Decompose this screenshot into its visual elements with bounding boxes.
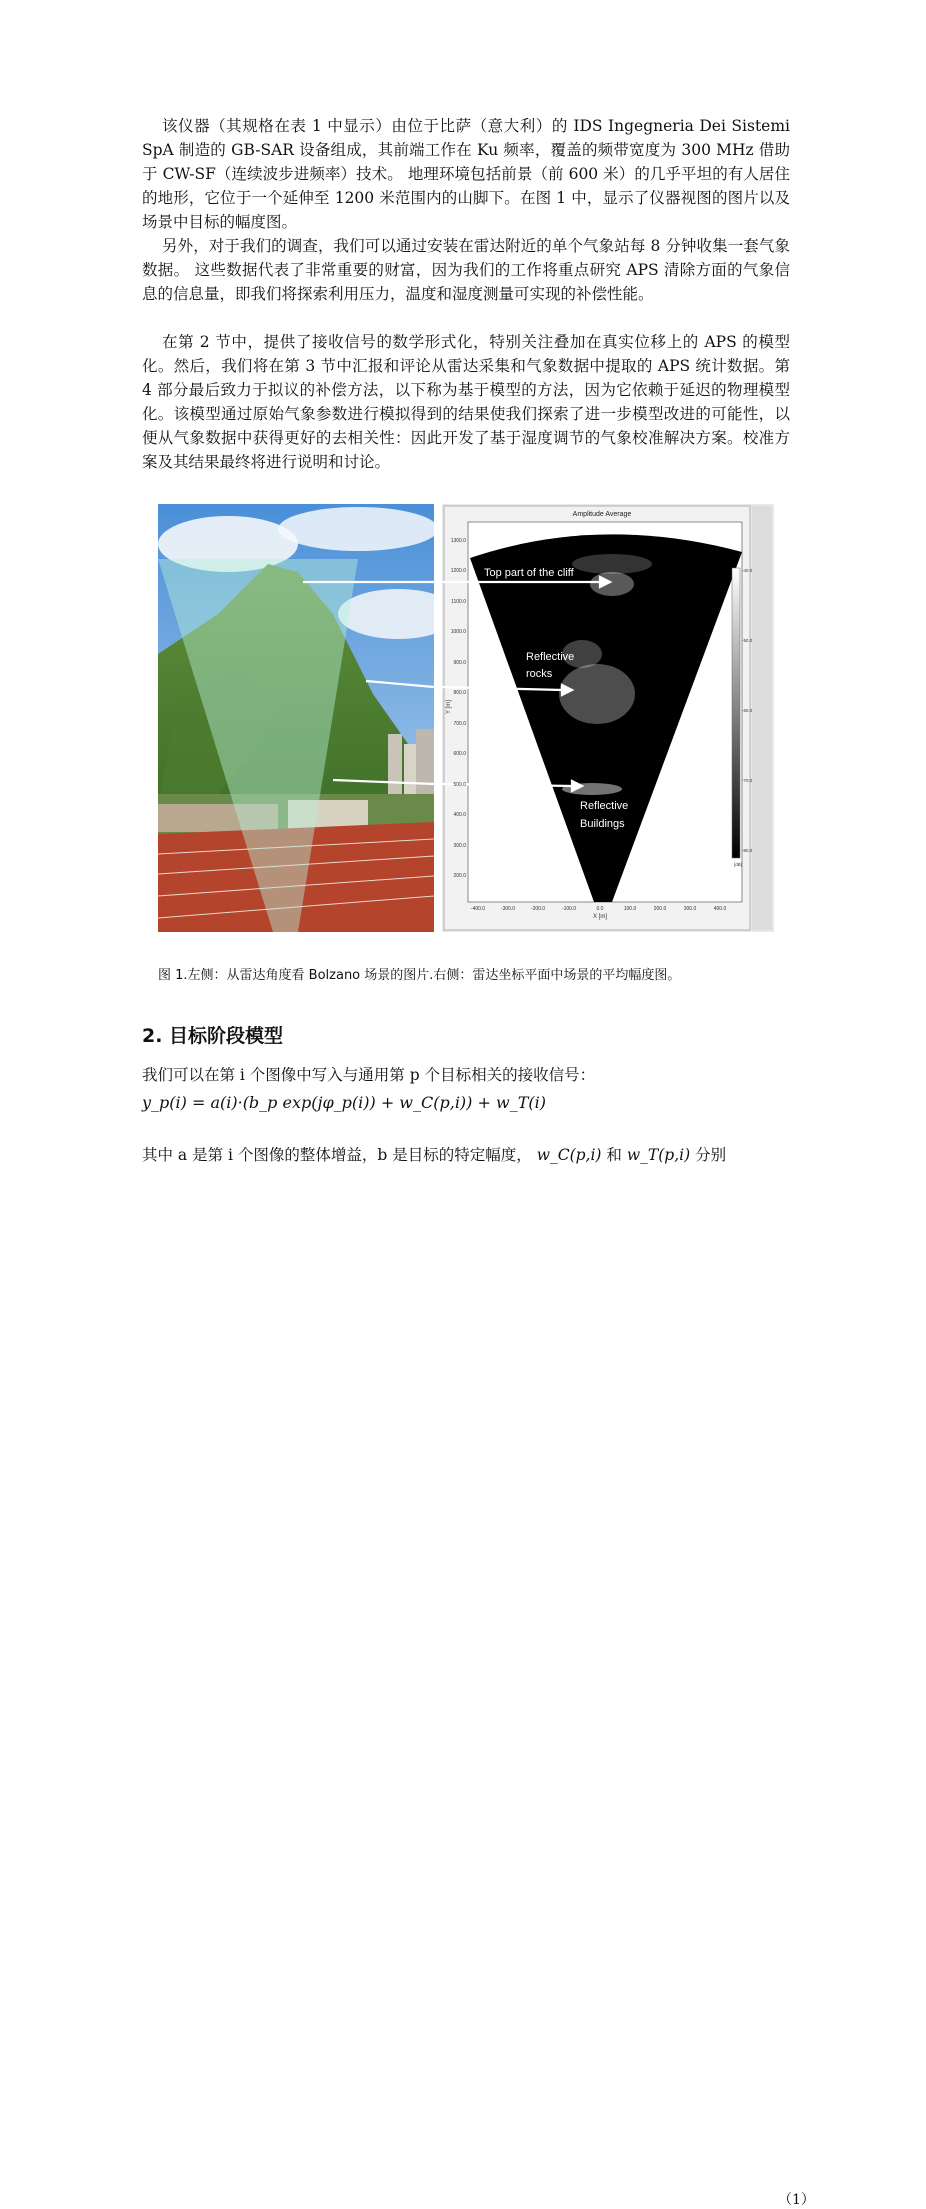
svg-text:500.0: 500.0 (453, 782, 466, 788)
svg-text:100.0: 100.0 (623, 906, 637, 912)
svg-text:300.0: 300.0 (453, 843, 466, 849)
label-cliff: Top part of the cliff (484, 567, 574, 579)
svg-text:-300.0: -300.0 (500, 906, 516, 912)
x-axis-label: X [m] (592, 914, 608, 920)
svg-text:200.0: 200.0 (453, 873, 466, 879)
svg-text:600.0: 600.0 (453, 751, 466, 757)
svg-text:-100.0: -100.0 (561, 906, 577, 912)
svg-text:700.0: 700.0 (453, 721, 466, 727)
svg-text:400.0: 400.0 (453, 812, 466, 818)
svg-text:-60.0: -60.0 (742, 708, 753, 713)
equation-number: （1） (778, 2192, 815, 2208)
label-reflective-1: Reflective (526, 651, 575, 663)
y-axis-label: Y [m] (446, 700, 452, 714)
paragraph-2: 另外，对于我们的调查，我们可以通过安装在雷达附近的单个气象站每 8 分钟收集一套气象数据。 这些数据代表了非常重要的财富，因为我们的工作将重点研究 APS 清除方面的气象信息的信息量，即我们将探索利用压力，温度和湿度测量可实现的补偿性能。 (142, 237, 790, 303)
svg-text:-40.0: -40.0 (742, 568, 753, 573)
label-rocks: rocks (526, 668, 553, 680)
term-wt: w_T(p,i) (626, 1146, 691, 1164)
svg-text:800.0: 800.0 (453, 690, 466, 696)
intro-line: 我们可以在第 i 个图像中写入与通用第 p 个目标相关的接收信号： (142, 1066, 596, 1084)
label-reflective-2: Reflective (580, 800, 629, 812)
last-line (142, 1143, 726, 1165)
paragraph-1: 该仪器（其规格在表 1 中显示）由位于比萨（意大利）的 IDS Ingegneria Dei Sistemi SpA 制造的 GB-SAR 设备组成，其前端工作在 Ku 频率，覆盖的频带宽度为 300 MHz 借助于 CW-SF（连续波步进频率）技术。 地理环境包括前景（前 600 米）的几乎平坦的有人居住的地形，它位于一个延伸至 1200 米范围内的山脚下。在图 1 中，显示了仪器视图的图片以及场景中目标的幅度图。 (142, 117, 790, 231)
svg-text:1200.0: 1200.0 (450, 568, 466, 574)
svg-text:1300.0: 1300.0 (450, 538, 466, 544)
svg-text:-80.0: -80.0 (742, 848, 753, 853)
last-line-prefix: 其中 a 是第 i 个图像的整体增益，b 是目标的特定幅度， (142, 1146, 532, 1164)
svg-text:900.0: 900.0 (453, 660, 466, 666)
section-title: 2. 目标阶段模型 (142, 1025, 284, 1047)
svg-text:-50.0: -50.0 (742, 638, 753, 643)
svg-text:400.0: 400.0 (713, 906, 727, 912)
paragraph-3: 在第 2 节中，提供了接收信号的数学形式化，特别关注叠加在真实位移上的 APS 的模型化。然后，我们将在第 3 节中汇报和评论从雷达采集和气象数据中提取的 APS 统计数据。第 4 部分最后致力于拟议的补偿方法，以下称为基于模型的方法，因为它依赖于延迟的物理模型化。该模型通过原始气象参数进行模拟得到的结果使我们探索了进一步模型改进的可能性，以便从气象数据中获得更好的去相关性：因此开发了基于湿度调节的气象校准解决方案。校准方案及其结果最终将进行说明和讨论。 (142, 333, 790, 471)
svg-text:300.0: 300.0 (683, 906, 697, 912)
radar-amplitude-map (442, 504, 774, 932)
figure-caption: 图 1.左侧：从雷达角度看 Bolzano 场景的图片.右侧：雷达坐标平面中场景的平均幅度图。 (158, 968, 681, 983)
svg-text:-70.0: -70.0 (742, 778, 753, 783)
last-line-conj: 和 (606, 1146, 622, 1164)
svg-text:0.0: 0.0 (596, 906, 604, 912)
x-axis-ticks (471, 906, 727, 912)
svg-text:200.0: 200.0 (653, 906, 667, 912)
scene-photo (158, 504, 434, 932)
svg-text:1100.0: 1100.0 (451, 599, 466, 605)
svg-text:1000.0: 1000.0 (450, 629, 466, 635)
equation-body: y_p(i) = a(i)·(b_p exp(jφ_p(i)) + w_C(p,i)) + w_T(i) (142, 1093, 546, 1112)
label-buildings: Buildings (580, 818, 625, 830)
radar-title: Amplitude Average (572, 511, 632, 518)
last-line-suffix: 分别 (695, 1146, 727, 1164)
svg-text:[dB]: [dB] (734, 862, 743, 867)
term-wc: w_C(p,i) (536, 1146, 602, 1164)
figure-1 (158, 504, 774, 932)
svg-text:-400.0: -400.0 (470, 906, 486, 912)
colorbar (732, 568, 740, 858)
svg-text:-200.0: -200.0 (530, 906, 546, 912)
